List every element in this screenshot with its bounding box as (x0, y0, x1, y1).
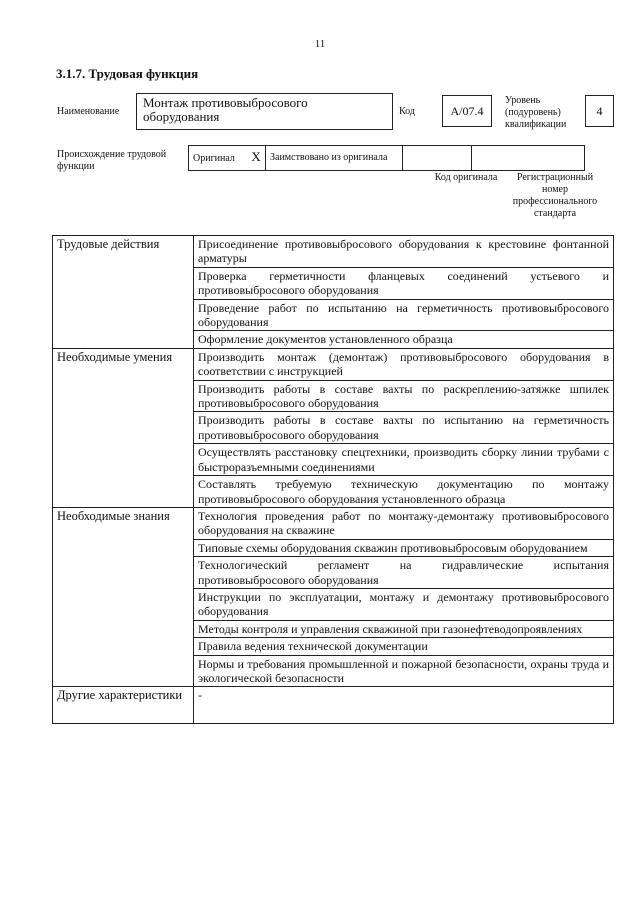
origin-table (188, 145, 585, 171)
category-cell: Трудовые действия (53, 236, 194, 349)
item-cell: - (194, 687, 614, 724)
table-row (53, 687, 614, 724)
original-mark: Х (251, 149, 261, 164)
item-cell: Производить работы в составе вахты по раскреплению-затяжке шпилек противовыбросового оборудования (194, 380, 614, 412)
name-label: Наименование (57, 106, 120, 117)
item-cell: Производить работы в составе вахты по испытанию на герметичность противовыбросового оборудования (194, 412, 614, 444)
item-cell: Осуществлять расстановку спецтехники, производить сборку линии трубами с быстроразъемными соединениями (194, 444, 614, 476)
main-table (52, 235, 614, 724)
item-cell: Проведение работ по испытанию на герметичность противовыбросового оборудования (194, 299, 614, 331)
borrowed-label-cell (266, 146, 403, 171)
level-value-box (585, 95, 614, 127)
item-cell: Проверка герметичности фланцевых соединений устьевого и противовыбросового оборудования (194, 267, 614, 299)
code-value-box (442, 95, 492, 127)
borrowed-label: Заимствовано из оригинала (270, 152, 388, 163)
item-cell: Производить монтаж (демонтаж) противовыбросового оборудования в соответствии с инструкцией (194, 348, 614, 380)
table-row (53, 236, 614, 268)
item-cell: Оформление документов установленного образца (194, 331, 614, 348)
item-cell: Правила ведения технической документации (194, 638, 614, 655)
item-cell: Нормы и требования промышленной и пожарной безопасности, охраны труда и экологической безопасности (194, 655, 614, 687)
original-label-cell (189, 146, 266, 171)
code-value: А/07.4 (450, 103, 484, 118)
item-cell: Инструкции по эксплуатации, монтажу и демонтажу противовыбросового оборудования (194, 588, 614, 620)
page-number: 11 (314, 38, 326, 50)
section-title: 3.1.7. Трудовая функция (56, 66, 199, 81)
level-label: Уровень (подуровень) квалификации (505, 95, 567, 130)
item-cell: Технологический регламент на гидравлические испытания противовыбросового оборудования (194, 557, 614, 589)
category-cell: Другие характеристики (53, 687, 194, 724)
reg-number-cell (472, 146, 585, 171)
original-code-cell (403, 146, 472, 171)
code-label: Код (399, 106, 415, 117)
category-cell: Необходимые знания (53, 507, 194, 686)
item-cell: Типовые схемы оборудования скважин противовыбросовым оборудованием (194, 539, 614, 556)
item-cell: Присоединение противовыбросового оборудования к крестовине фонтанной арматуры (194, 236, 614, 268)
item-cell: Технология проведения работ по монтажу-демонтажу противовыбросового оборудования на скважине (194, 507, 614, 539)
reg-caption: Регистрационный номер профессионального стандарта (512, 172, 598, 219)
level-value: 4 (596, 103, 603, 118)
table-row (53, 507, 614, 539)
origin-label: Происхождение трудовой функции (57, 149, 167, 172)
item-cell: Методы контроля и управления скважиной при газонефтеводопроявлениях (194, 620, 614, 637)
category-cell: Необходимые умения (53, 348, 194, 507)
table-row (53, 348, 614, 380)
item-cell: Составлять требуемую техническую документацию по монтажу противовыбросового оборудования установленного образца (194, 476, 614, 508)
name-value: Монтаж противовыбросового оборудования (143, 95, 308, 124)
original-label: Оригинал (193, 153, 235, 164)
code-caption: Код оригинала (434, 172, 498, 183)
name-value-box (136, 93, 393, 130)
